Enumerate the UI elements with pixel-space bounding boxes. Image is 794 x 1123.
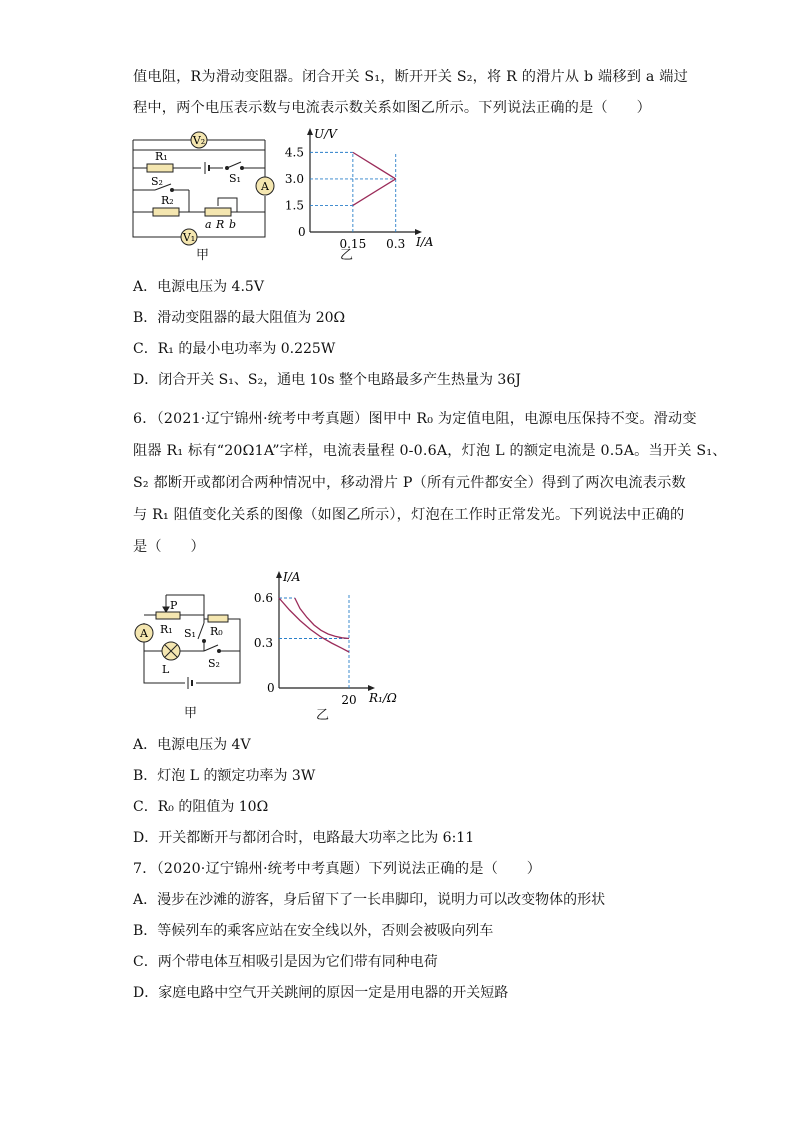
c1-origin-label: 0 (298, 225, 306, 239)
c1-y-tick-0: 4.5 (284, 145, 304, 160)
p-label: P (170, 599, 178, 612)
c2-y-tick-1: 0.3 (253, 636, 273, 650)
c1-y-tick-1: 3.0 (284, 171, 304, 186)
q6-fig-left-caption: 甲 (184, 706, 198, 721)
q5-option-d: D．闭合开关 S₁、S₂，通电 10s 整个电路最多产生热量为 36J (133, 372, 521, 388)
q6-option-a: A．电源电压为 4V (133, 737, 251, 753)
q6-chart (255, 560, 405, 710)
q6-option-b: B．灯泡 L 的额定功率为 3W (133, 768, 316, 784)
q6-stem-line-3: S₂ 都断开或都闭合两种情况中，移动滑片 P（所有元件都安全）得到了两次电流表示数 (133, 475, 686, 491)
c1-series-1 (353, 179, 396, 206)
q6-r1-label: R₁ (160, 623, 173, 636)
c2-x-label: R₁/Ω (369, 691, 397, 705)
c1-y-tick-2: 1.5 (284, 198, 304, 213)
q7-option-c: C．两个带电体互相吸引是因为它们带有同种电荷 (133, 954, 438, 970)
c2-y-tick-0: 0.6 (253, 591, 273, 605)
q5-fig-left-caption: 甲 (196, 248, 210, 263)
q7-option-d: D．家庭电路中空气开关跳闸的原因一定是用电器的开关短路 (133, 985, 509, 1001)
q5-chart (280, 126, 434, 254)
c1-y-label: U/V (314, 127, 337, 141)
v2-label: V₂ (192, 134, 206, 147)
c1-x-label: I/A (416, 235, 434, 249)
q6-s1-label: S₁ (184, 627, 196, 640)
q6-stem-line-4: 与 R₁ 阻值变化关系的图像（如图乙所示），灯泡在工作时正常发光。下列说法中正确的 (133, 507, 685, 523)
v1-label: V₁ (182, 231, 196, 244)
c2-origin-label: 0 (267, 681, 275, 695)
c1-x-tick-0: 0.15 (339, 237, 367, 251)
q6-option-d: D．开关都断开与都闭合时，电路最大功率之比为 6:11 (133, 830, 475, 846)
c2-y-label: I/A (283, 570, 301, 584)
s1-label: S₁ (229, 172, 241, 185)
c1-y-arrow (307, 128, 313, 135)
q6-option-c: C．R₀ 的阻值为 10Ω (133, 799, 269, 815)
c1-x-tick-1: 0.3 (386, 237, 406, 251)
q5-stem-line-2: 程中，两个电压表示数与电流表示数关系如图乙所示。下列说法正确的是（ ） (133, 100, 651, 116)
r1-label: R₁ (155, 150, 168, 163)
r0-label: R₀ (210, 625, 223, 638)
c1-series-0 (353, 152, 396, 179)
c2-x-tick-0: 20 (341, 693, 357, 707)
q7-option-a: A．漫步在沙滩的游客，身后留下了一长串脚印，说明力可以改变物体的形状 (133, 892, 606, 908)
q5-option-a: A．电源电压为 4.5V (133, 279, 264, 295)
q5-fig-right-caption: 乙 (340, 248, 354, 263)
q6-fig-right-caption: 乙 (316, 708, 330, 723)
q6-stem-line-2: 阻器 R₁ 标有“20Ω1A”字样，电流表量程 0-0.6A，灯泡 L 的额定电流是 0.5A。当开关 S₁、 (133, 443, 727, 459)
r-label: R (216, 218, 225, 231)
q6-stem-line-1: 6．（2021·辽宁锦州·统考中考真题）图甲中 R₀ 为定值电阻，电源电压保持不变。滑动变 (133, 411, 697, 427)
s2-label: S₂ (151, 175, 163, 188)
ammeter-label: A (261, 180, 269, 193)
q5-circuit-diagram (125, 130, 285, 262)
lamp-label: L (162, 663, 170, 676)
c2-y-arrow (276, 571, 282, 578)
b-label: b (229, 218, 237, 231)
q6-circuit-diagram (130, 585, 250, 695)
q7-stem: 7．（2020·辽宁锦州·统考中考真题）下列说法正确的是（ ） (133, 861, 542, 877)
c2-series-1 (295, 598, 349, 639)
q6-s2-label: S₂ (208, 657, 220, 670)
r2-label: R₂ (161, 194, 174, 207)
q6-ammeter-label: A (140, 627, 148, 640)
q7-option-b: B．等候列车的乘客应站在安全线以外，否则会被吸向列车 (133, 923, 494, 939)
q5-option-c: C．R₁ 的最小电功率为 0.225W (133, 341, 336, 357)
q5-stem-line-1: 值电阻，R为滑动变阻器。闭合开关 S₁，断开开关 S₂，将 R 的滑片从 b 端移到 a 端过 (133, 69, 689, 85)
q6-stem-line-5: 是（ ） (133, 539, 205, 555)
q5-option-b: B．滑动变阻器的最大阻值为 20Ω (133, 310, 346, 326)
a-label: a (205, 218, 212, 231)
